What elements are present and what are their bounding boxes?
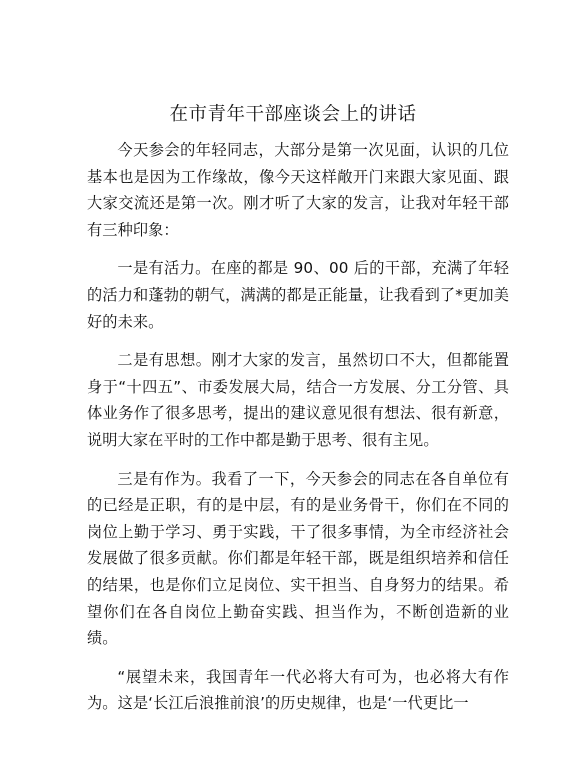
paragraph-achievement: 三是有作为。我看了一下，今天参会的同志在各自单位有的已经是正职，有的是中层，有的是业务骨干，你们在不同的岗位上勤于学习、勇于实践，干了很多事情，为全市经济社会发展做了很多贡献。你们都是年轻干部，既是组织培养和信任的结果，也是你们立足岗位、实干担当、自身努力的结果。希望你们在各自岗位上勤奋实践、担当作为，不断创造新的业绩。: [87, 469, 509, 648]
paragraph-vitality: 一是有活力。在座的都是 90、00 后的干部，充满了年轻的活力和蓬勃的朝气，满满的都是正能量，让我看到了*更加美好的未来。: [87, 259, 509, 331]
paragraph-intro: 今天参会的年轻同志，大部分是第一次见面，认识的几位基本也是因为工作缘故，像今天这样敞开门来跟大家见面、跟大家交流还是第一次。刚才听了大家的发言，让我对年轻干部有三种印象：: [87, 141, 509, 239]
document-title: 在市青年干部座谈会上的讲话: [169, 104, 417, 125]
document-body: [87, 137, 509, 729]
paragraph-outlook: “展望未来，我国青年一代必将大有可为，也必将大有作为。这是‘长江后浪推前浪’的历史规律，也是‘一代更比一: [87, 667, 509, 713]
paragraph-thinking: 二是有思想。刚才大家的发言，虽然切口不大，但都能置身于“十四五”、市委发展大局，结合一方发展、分工分管、具体业务作了很多思考，提出的建议意见很有想法、很有新意，说明大家在平时的工作中都是勤于思考、很有主见。: [87, 351, 509, 449]
